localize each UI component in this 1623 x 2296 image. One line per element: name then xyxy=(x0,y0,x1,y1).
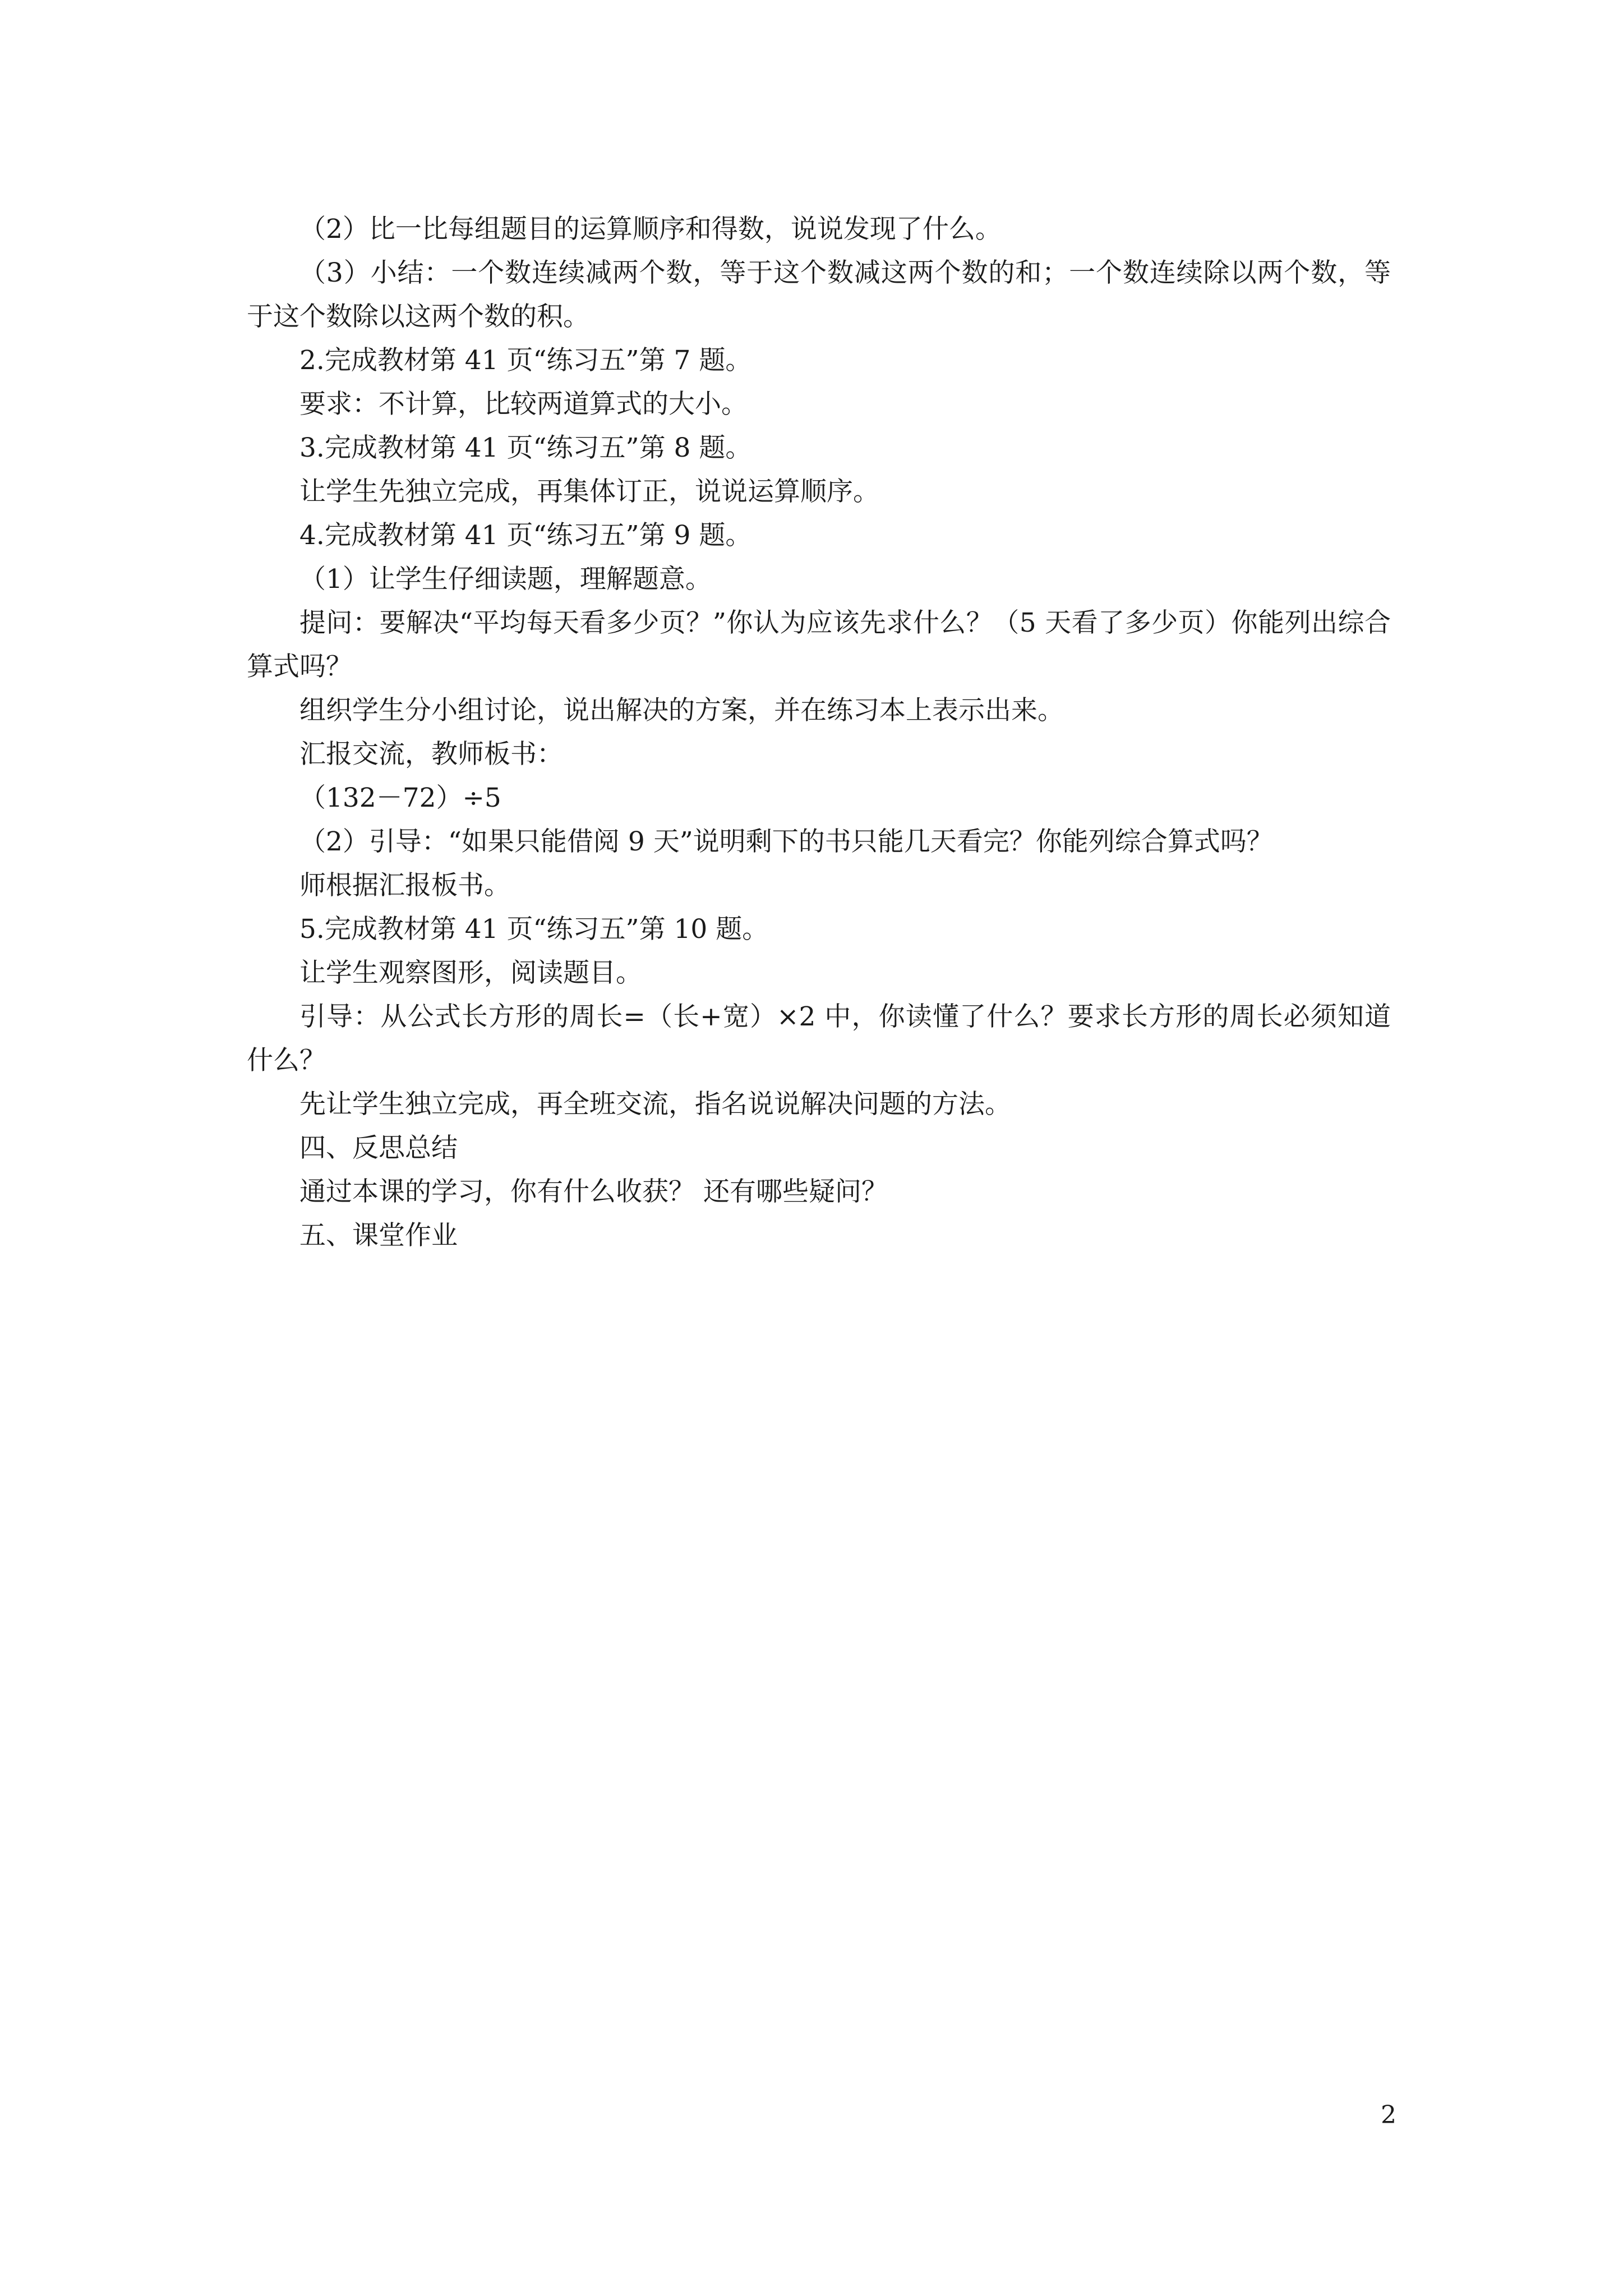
paragraph-perimeter-guide: 引导：从公式长方形的周长=（长+宽）×2 中，你读懂了什么？要求长方形的周长必须知道什么？ xyxy=(247,1001,1391,1076)
paragraph-exercise-10: 5.完成教材第 41 页“练习五”第 10 题。 xyxy=(299,914,769,945)
paragraph-exercise-8: 3.完成教材第 41 页“练习五”第 8 题。 xyxy=(299,432,752,463)
paragraph-summary: （3）小结：一个数连续减两个数，等于这个数减这两个数的和；一个数连续除以两个数，等于这个数除以这两个数的积。 xyxy=(247,257,1391,332)
section-heading-reflection: 四、反思总结 xyxy=(299,1133,458,1163)
paragraph-formula: （132－72）÷5 xyxy=(299,783,501,813)
paragraph-gains-questions: 通过本课的学习，你有什么收获？ 还有哪些疑问？ xyxy=(299,1176,888,1207)
paragraph-exercise-7: 2.完成教材第 41 页“练习五”第 7 题。 xyxy=(299,345,752,376)
paragraph-requirement: 要求：不计算，比较两道算式的大小。 xyxy=(299,389,748,420)
paragraph-read-question: （1）让学生仔细读题，理解题意。 xyxy=(299,564,712,595)
paragraph-observe-figure: 让学生观察图形，阅读题目。 xyxy=(299,958,642,988)
paragraph-group-discussion: 组织学生分小组讨论，说出解决的方案，并在练习本上表示出来。 xyxy=(299,695,1064,726)
page-number: 2 xyxy=(1381,2101,1396,2129)
paragraph-compare-order: （2）比一比每组题目的运算顺序和得数，说说发现了什么。 xyxy=(299,214,1002,245)
paragraph-independent-work: 让学生先独立完成，再集体订正，说说运算顺序。 xyxy=(299,476,879,507)
document-body xyxy=(247,208,1391,1258)
paragraph-exercise-9: 4.完成教材第 41 页“练习五”第 9 题。 xyxy=(299,520,752,551)
paragraph-question-prompt: 提问：要解决“平均每天看多少页？”你认为应该先求什么？（5 天看了多少页）你能列出综合算式吗？ xyxy=(247,608,1391,682)
paragraph-guide-borrow: （2）引导：“如果只能借阅 9 天”说明剩下的书只能几天看完？你能列综合算式吗？ xyxy=(299,826,1273,857)
paragraph-report: 汇报交流，教师板书： xyxy=(299,739,563,770)
section-heading-homework: 五、课堂作业 xyxy=(299,1220,458,1251)
paragraph-board-writing: 师根据汇报板书。 xyxy=(299,870,510,901)
paragraph-class-exchange: 先让学生独立完成，再全班交流，指名说说解决问题的方法。 xyxy=(299,1089,1011,1120)
